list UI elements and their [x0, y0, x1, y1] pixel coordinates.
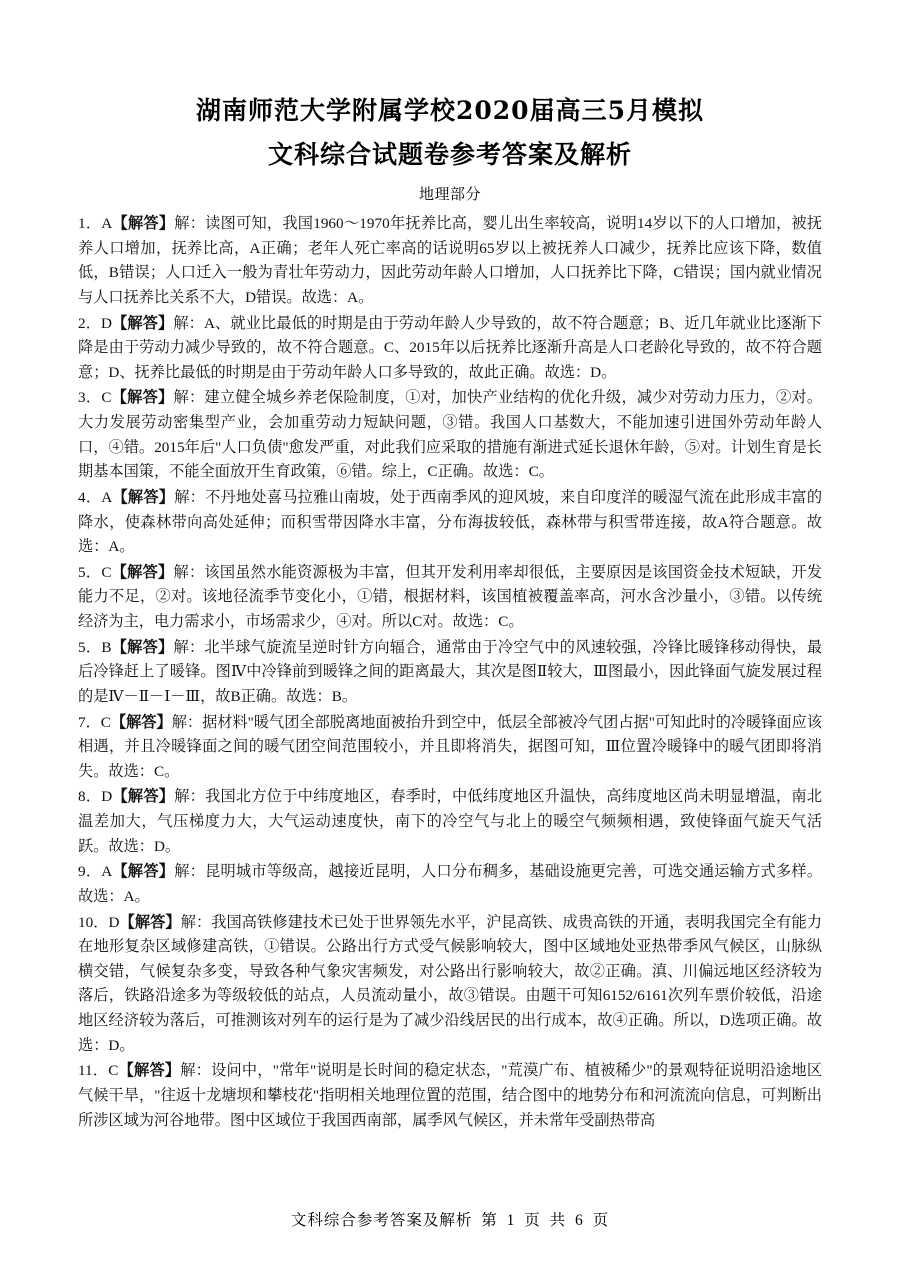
answer-number: 9． — [78, 863, 102, 881]
footer-total-word: 共 — [549, 1212, 567, 1229]
answer-number: 2． — [78, 314, 102, 332]
answer-choice: A — [101, 488, 113, 506]
answer-number: 3． — [78, 389, 102, 407]
answer-number: 4． — [78, 488, 102, 506]
answer-number: 11． — [78, 1062, 109, 1080]
answer-text: 解：不丹地处喜马拉雅山南坡，处于西南季风的迎风坡，来自印度洋的暖湿气流在此形成丰富的降水，使森林带向高处延伸；而积雪带因降水丰富，分布海拔较低，森林带与积雪带连接，故A符合题意。故选：A。 — [78, 488, 823, 556]
answer-item — [78, 386, 822, 485]
footer-page-word: 第 — [481, 1212, 498, 1229]
answer-tag: 【解答】 — [112, 488, 175, 506]
title-block — [78, 92, 822, 173]
section-heading: 地理部分 — [418, 187, 481, 203]
answer-text: 解：昆明城市等级高，越接近昆明，人口分布稠多，基础设施更完善，可选交通运输方式多样。故选：A。 — [78, 863, 823, 905]
answer-tag: 【解答】 — [118, 1062, 181, 1080]
answer-tag: 【解答】 — [112, 314, 174, 332]
answer-tag: 【解答】 — [111, 389, 174, 407]
answer-number: 8． — [78, 788, 102, 806]
answer-item — [78, 312, 822, 386]
page-title-line-1: 湖南师范大学附属学校2020届高三5月模拟 — [196, 96, 704, 125]
answer-choice: D — [101, 314, 112, 332]
answer-text: 解：建立健全城乡养老保险制度，①对，加快产业结构的优化升级，减少对劳动力压力，②对。大力发展劳动密集型产业，会加重劳动力短缺问题，③错。我国人口基数大，不能加速引进国外劳动年龄人口，④错。2015年后"人口负债"愈发严重，对此我们应采取的措施有渐进式延长退休年龄，⑤对。计划生育是长期基本国策，不能全面放开生育政策，⑥错。综上，C正确。故选：C。 — [78, 389, 823, 481]
answer-text: 解：北半球气旋流呈逆时针方向辐合，通常由于冷空气中的风速较强，冷锋比暖锋移动得快，最后冷锋赶上了暖锋。图Ⅳ中冷锋前到暖锋之间的距离最大，其次是图Ⅱ较大，Ⅲ图最小，因此锋面气旋发展过程的是Ⅳ－Ⅱ－Ⅰ－Ⅲ，故B正确。故选：B。 — [78, 638, 823, 705]
answer-number: 7． — [78, 713, 101, 731]
answer-choice: A — [101, 215, 113, 232]
answer-item — [78, 711, 822, 785]
answer-item — [78, 1059, 822, 1133]
answer-tag: 【解答】 — [112, 215, 175, 232]
page-footer — [0, 1208, 900, 1230]
answer-choice: A — [101, 863, 113, 881]
answer-choice: C — [101, 563, 112, 581]
answer-number: 10． — [78, 913, 109, 931]
answer-tag: 【解答】 — [110, 713, 172, 731]
answer-number: 1． — [78, 215, 102, 232]
answer-text: 解：A、就业比最低的时期是由于劳动年龄人少导致的，故不符合题意；B、近几年就业比逐渐下降是由于劳动力减少导致的，故不符合题意。C、2015年以后抚养比逐渐升高是人口老龄化导致的，故不符合题意；D、抚养比最低的时期是由于劳动年龄人口多导致的，故此正确。故选：D。 — [78, 314, 823, 381]
answer-item — [78, 860, 822, 909]
answer-item — [78, 212, 822, 311]
answer-number: 5． — [78, 563, 102, 581]
answer-choice: C — [100, 713, 111, 731]
footer-total-number: 6 — [575, 1212, 584, 1229]
answer-text: 解：该国虽然水能资源极为丰富，但其开发利用率却很低，主要原因是该国资金技术短缺，开发能力不足，②对。该地径流季节变化小，①错，根据材料，该国植被覆盖率高，河水含沙量小，③错。以传统经济为主，电力需求小，市场需求少，④对。所以C对。故选：C。 — [78, 563, 823, 630]
footer-page-number: 1 — [506, 1212, 516, 1229]
answer-item — [78, 785, 822, 859]
answer-choice: B — [101, 638, 112, 656]
answer-tag: 【解答】 — [119, 913, 181, 931]
answer-text: 解：我国高铁修建技术已处于世界领先水平，沪昆高铁、成贵高铁的开通，表明我国完全有能力在地形复杂区域修建高铁，①错误。公路出行方式受气候影响较大，图中区域地处亚热带季风气候区，山脉纵横交错，气候复杂多变，导致各种气象灾害频发，对公路出行影响较大，故②正确。滇、川偏远地区经济较为落后，铁路沿途多为等级较低的站点，人员流动量小，故③错误。由题干可知6152/6161次列车票价较低，沿途地区经济较为落后，可推测该对列车的运行是为了减少沿线居民的出行成本，故④正确。所以，D选项正确。故选：D。 — [78, 913, 823, 1054]
answer-choice: D — [101, 788, 113, 806]
answer-item — [78, 561, 822, 635]
answer-text: 解：读图可知，我国1960～1970年抚养比高，婴儿出生率较高，说明14岁以下的人口增加，被抚养人口增加，抚养比高，A正确；老年人死亡率高的话说明65岁以上被抚养人口减少，抚养比应该下降，数值低，B错误；人口迁入一般为青壮年劳动力，因此劳动年龄人口增加，人口抚养比下降，C错误；国内就业情况与人口抚养比关系不大，D错误。故选：A。 — [78, 215, 823, 306]
answer-item — [78, 911, 822, 1059]
answer-choice: C — [108, 1062, 119, 1080]
answers-list — [78, 212, 822, 1133]
answer-number: 5． — [78, 638, 102, 656]
answer-item — [78, 486, 822, 560]
answer-choice: D — [108, 913, 120, 931]
answer-tag: 【解答】 — [112, 788, 175, 806]
answer-tag: 【解答】 — [111, 638, 174, 656]
answer-text: 解：我国北方位于中纬度地区，春季时，中低纬度地区升温快，高纬度地区尚未明显增温，南北温差加大，气压梯度力大，大气运动速度快，南下的冷空气与北上的暖空气频频相遇，致使锋面气旋天气活跃。故选：D。 — [78, 788, 823, 855]
answer-item — [78, 636, 822, 710]
answer-text: 解：设问中，"常年"说明是长时间的稳定状态，"荒漠广布、植被稀少"的景观特征说明沿途地区气候干旱，"往返十龙塘坝和攀枝花"指明相关地理位置的范围，结合图中的地势分布和河流流向信息，可判断出所涉区域为河谷地带。图中区域位于我国西南部，属季风气候区，并未常年受副热带高 — [78, 1062, 823, 1129]
footer-page-unit: 页 — [524, 1212, 541, 1229]
answer-tag: 【解答】 — [111, 563, 174, 581]
footer-total-unit: 页 — [592, 1212, 610, 1229]
answer-tag: 【解答】 — [112, 863, 175, 881]
answer-choice: C — [101, 389, 112, 407]
page-title-line-2: 文科综合试题卷参考答案及解析 — [267, 139, 632, 169]
footer-label: 文科综合参考答案及解析 — [290, 1212, 473, 1229]
answer-text: 解：据材料"暖气团全部脱离地面被抬升到空中，低层全部被冷气团占据"可知此时的冷暖锋面应该相遇，并且冷暖锋面之间的暖气团空间范围较小，并且即将消失，据图可知，Ⅲ位置冷暖锋中的暖气团即将消失。故选：C。 — [78, 713, 823, 780]
